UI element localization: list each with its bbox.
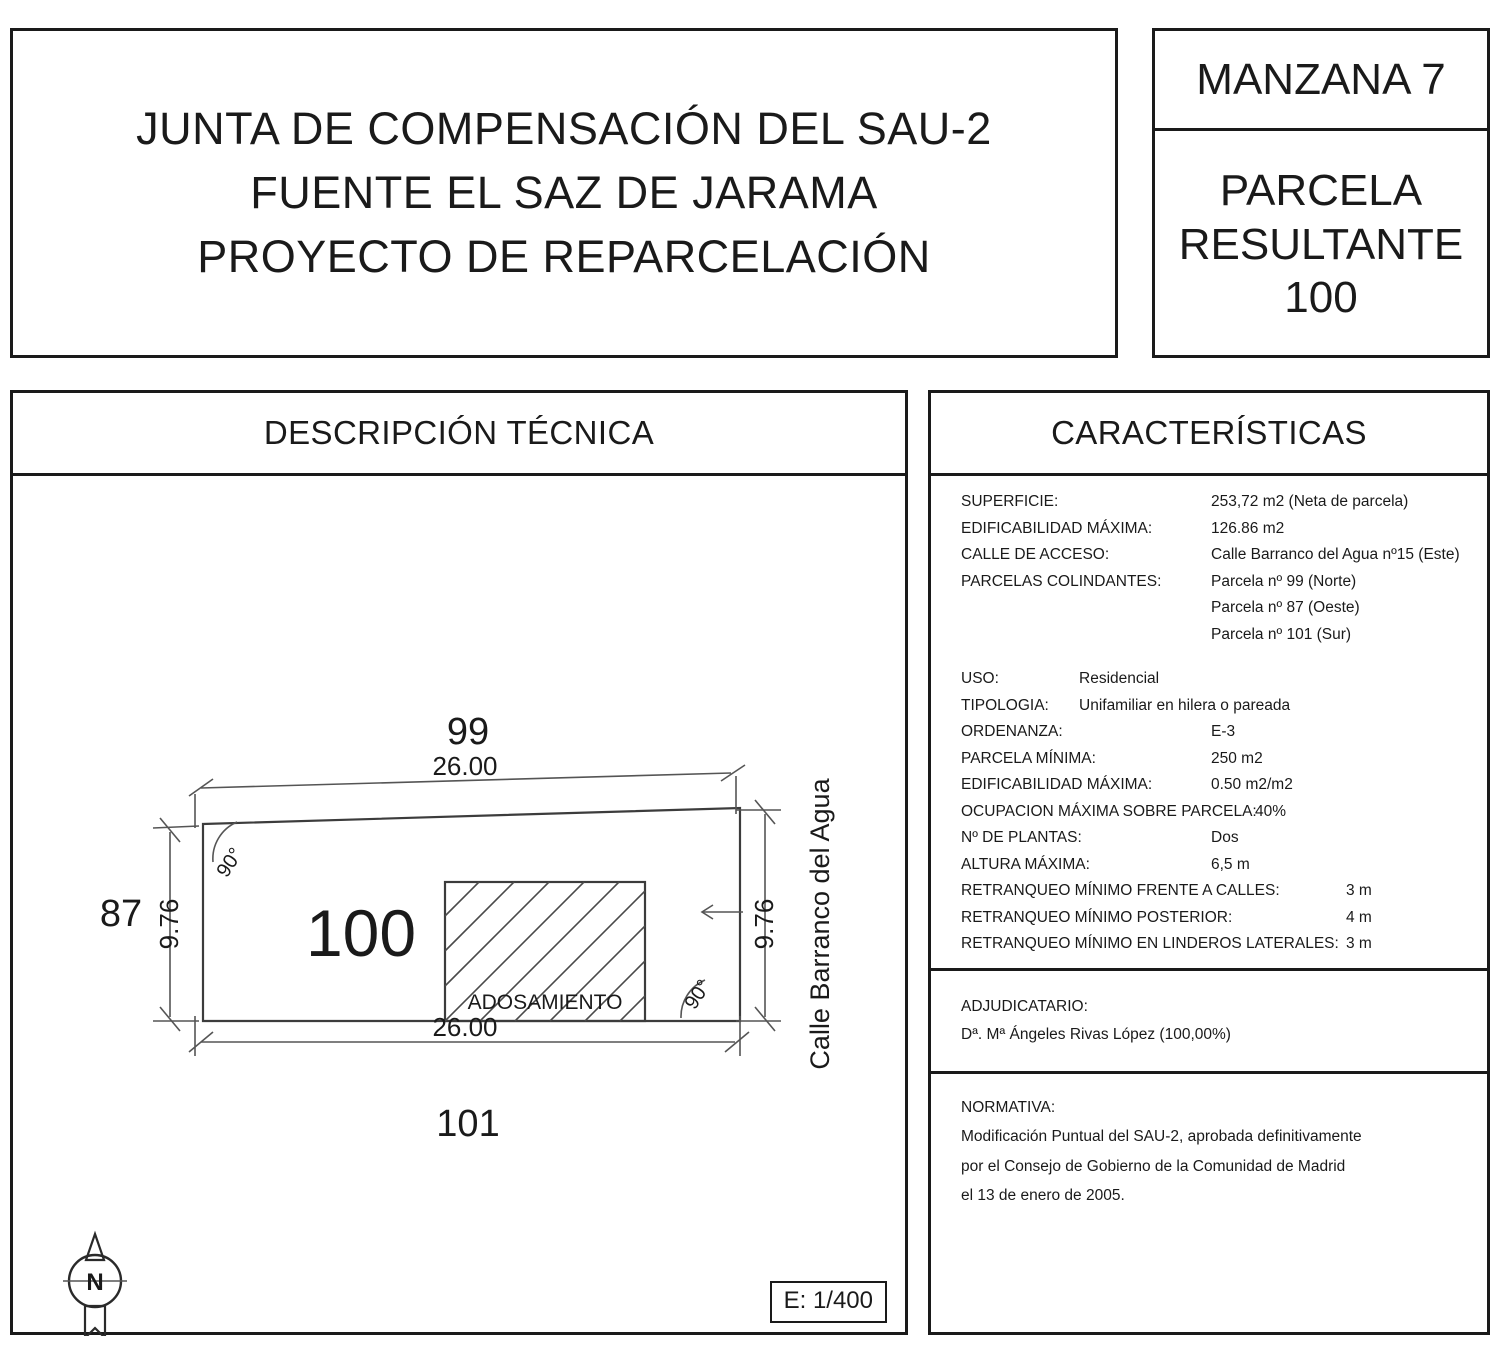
char-row-parcela-minima [961,751,1469,767]
char-label: EDIFICABILIDAD MÁXIMA: [961,776,1153,793]
section-gap [961,653,1469,671]
char-label: PARCELA MÍNIMA: [961,749,1096,767]
regulations-line-2: por el Consejo de Gobierno de la Comunidad de Madrid [961,1157,1346,1175]
char-value: 250 m2 [1211,749,1263,767]
attachment-zone [445,882,645,1021]
char-label: Nº DE PLANTAS: [961,829,1082,846]
char-row-superficie [961,494,1469,510]
parcel-number: 100 [1284,273,1358,323]
regulations-title: NORMATIVA: [961,1098,1056,1116]
char-row-retranqueo-posterior [961,910,1469,926]
char-row-retranqueo-frente [961,883,1469,899]
awardee-title: ADJUDICATARIO: [961,997,1088,1015]
dimension-top-value: 26.00 [432,751,498,781]
angle-top-left [213,822,248,881]
neighbour-west-label: 87 [99,893,143,935]
awardee-section [931,971,1487,1074]
char-label: ALTURA MÁXIMA: [961,855,1090,873]
dimension-right-value: 9.76 [749,898,779,950]
characteristics-title: CARACTERÍSTICAS [931,393,1487,476]
char-value: E-3 [1211,723,1236,740]
char-value: 253,72 m2 (Neta de parcela) [1211,493,1409,510]
char-value: Unifamiliar en hilera o pareada [1079,696,1291,714]
char-value: Calle Barranco del Agua nº15 (Este) [1211,546,1460,563]
header-title-line-3: PROYECTO DE REPARCELACIÓN [197,230,931,282]
char-row-uso [961,671,1469,687]
char-label: USO: [961,670,999,687]
angle-bottom-right [681,976,716,1018]
char-value: 0.50 m2/m2 [1211,776,1293,793]
adjoining-parcel-2: Parcela nº 87 (Oeste) [1211,599,1360,616]
char-label: ORDENANZA: [961,723,1063,740]
char-row-edificabilidad-max [961,777,1469,793]
char-label: CALLE DE ACCESO: [961,546,1110,563]
header-title-box [10,28,1118,358]
attachment-label: ADOSAMIENTO [467,991,623,1014]
characteristics-panel [928,390,1490,1335]
drawing-parcel-number: 100 [305,896,417,970]
parcel-drawing-area [13,476,905,1335]
scale-badge: E: 1/400 [770,1281,887,1323]
char-value: Dos [1211,829,1239,846]
char-label: OCUPACION MÁXIMA SOBRE PARCELA: [961,802,1257,820]
characteristics-body [931,476,1487,971]
char-row-ocupacion-max [961,804,1469,820]
header-parcel-box [1152,28,1490,358]
char-value: 3 m [1346,882,1372,899]
char-row-plantas [961,830,1469,846]
char-label: RETRANQUEO MÍNIMO EN LINDEROS LATERALES: [961,935,1339,952]
char-value: 40% [1255,802,1287,820]
char-value: 6,5 m [1211,855,1250,873]
awardee-name: Dª. Mª Ángeles Rivas López (100,00%) [961,1026,1231,1043]
char-label: PARCELAS COLINDANTES: [961,572,1162,590]
char-value: 4 m [1346,908,1372,926]
parcel-identity [1155,131,1487,358]
access-arrow [702,905,743,919]
char-label: EDIFICABILIDAD MÁXIMA: [961,519,1153,537]
neighbour-north-label: 99 [446,711,490,753]
char-row-tipologia [961,698,1469,714]
regulations-section [931,1074,1487,1333]
north-symbol-label: N [86,1269,104,1296]
block-label: MANZANA 7 [1155,31,1487,131]
north-arrow-icon [63,1234,127,1336]
dimension-left [153,818,199,1031]
char-label: TIPOLOGIA: [961,696,1049,714]
char-label: RETRANQUEO MÍNIMO POSTERIOR: [961,908,1233,926]
angle-top-left-value: 90° [212,844,248,882]
technical-description-title: DESCRIPCIÓN TÉCNICA [13,393,905,476]
regulations-line-1: Modificación Puntual del SAU-2, aprobada definitivamente [961,1128,1362,1145]
parcel-drawing [13,476,905,1336]
dimension-right [736,800,781,1031]
dimension-bottom-value: 26.00 [432,1012,498,1042]
char-value: Parcela nº 99 (Norte) [1211,572,1357,590]
technical-description-panel [10,390,908,1335]
header-title-line-1: JUNTA DE COMPENSACIÓN DEL SAU-2 [136,103,992,155]
dimension-left-value: 9.76 [154,898,184,950]
char-label: RETRANQUEO MÍNIMO FRENTE A CALLES: [961,882,1280,899]
char-value: 3 m [1346,935,1372,952]
parcel-label-line-1: PARCELA [1219,165,1423,215]
char-row-calle-acceso [961,547,1469,563]
char-row-edificabilidad [961,521,1469,537]
street-label: Calle Barranco del Agua [805,778,835,1070]
char-row-parcelas-colindantes [961,574,1469,590]
char-value: 126.86 m2 [1211,519,1285,537]
dimension-bottom [189,1012,749,1056]
parcel-label-line-2: RESULTANTE [1178,219,1464,269]
char-value: Residencial [1079,670,1160,687]
char-row-ordenanza [961,724,1469,740]
adjoining-parcel-3: Parcela nº 101 (Sur) [1211,625,1352,643]
char-row-retranqueo-laterales [961,936,1469,952]
regulations-line-3: el 13 de enero de 2005. [961,1187,1125,1204]
angle-bottom-right-value: 90° [680,976,716,1014]
header-title-line-2: FUENTE EL SAZ DE JARAMA [250,167,878,219]
neighbour-south-label: 101 [436,1103,500,1145]
char-label: SUPERFICIE: [961,493,1059,510]
char-row-altura-max [961,857,1469,873]
